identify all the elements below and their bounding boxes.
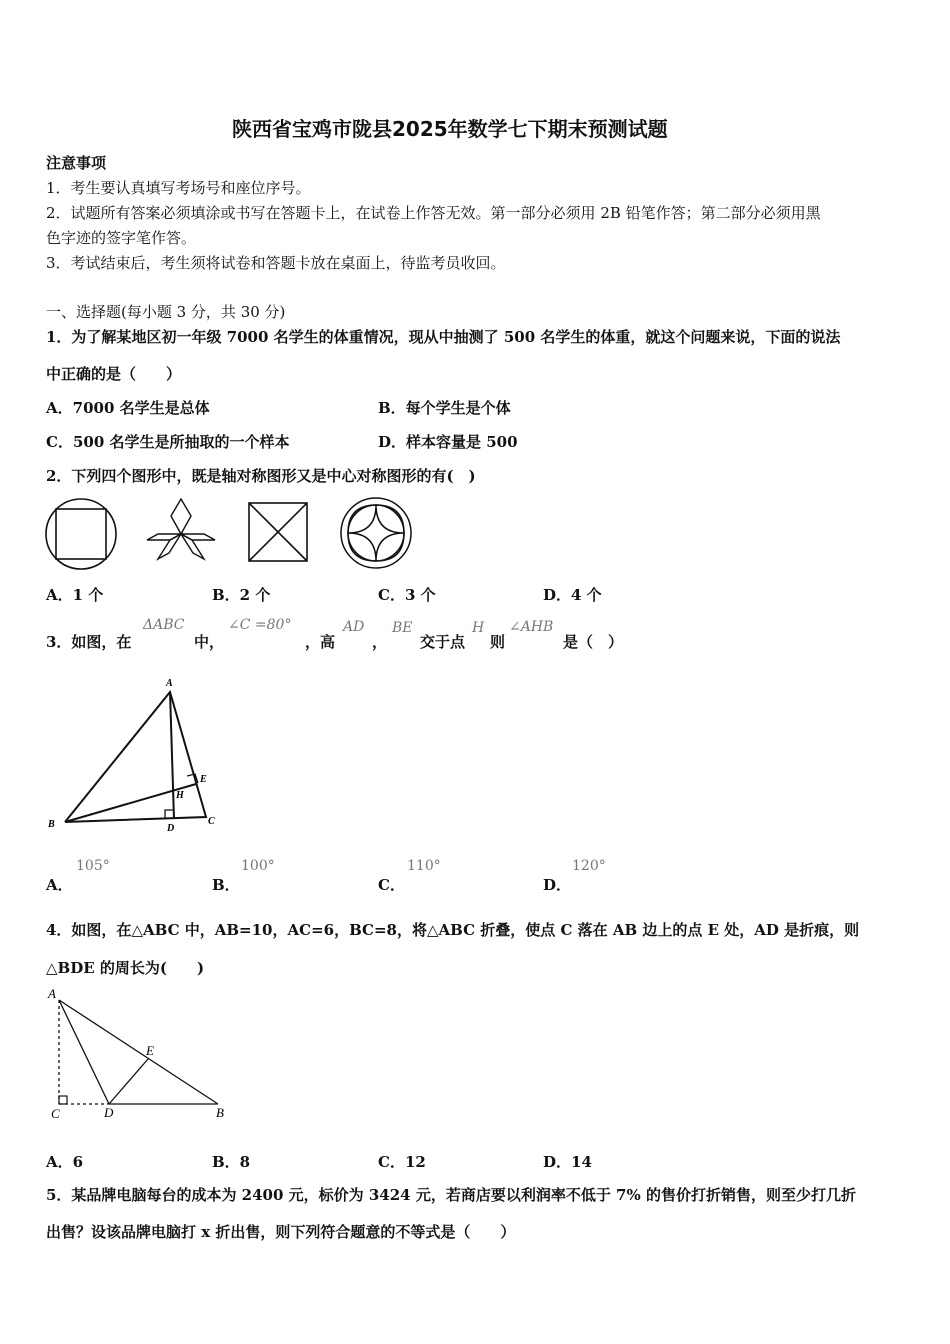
q4-triangle-figure — [44, 985, 234, 1125]
q3-value-c: 110° — [407, 858, 441, 874]
q2-option-a: A．1 个 — [46, 586, 104, 604]
q3-stem-part: ，高 — [305, 633, 336, 651]
q3-stem-part: ， — [372, 633, 388, 651]
q3-label-b: B — [48, 819, 55, 830]
q2-option-c: C．3 个 — [378, 586, 436, 604]
q3-option-c: C． — [378, 876, 405, 894]
q2-stem: 2．下列四个图形中，既是轴对称图形又是中心对称图形的有( ) — [46, 467, 476, 485]
q3-label-e: E — [200, 774, 207, 785]
q4-stem: 4．如图，在△ABC 中，AB=10，AC=6，BC=8，将△ABC 折叠，使点 C 落在 AB 边上的点 E 处，AD 是折痕，则 — [46, 921, 860, 939]
q3-option-b: B． — [212, 876, 240, 894]
q1-stem: 1．为了解某地区初一年级 7000 名学生的体重情况，现从中抽测了 500 名学生的体重，就这个问题来说，下面的说法 — [46, 328, 841, 346]
q4-label-e: E — [146, 1043, 154, 1058]
q3-stem-part: 3．如图，在 — [46, 633, 132, 651]
q3-value-a: 105° — [76, 858, 110, 874]
q1-option-c: C．500 名学生是所抽取的一个样本 — [46, 433, 290, 451]
notice-item: 3．考试结束后，考生须将试卷和答题卡放在桌面上，待监考员收回。 — [46, 254, 506, 272]
q3-option-a: A． — [46, 876, 73, 894]
q4-option-d: D．14 — [543, 1153, 592, 1171]
q3-label-a: A — [166, 678, 173, 689]
q4-label-c: C — [51, 1106, 60, 1121]
q1-option-b: B．每个学生是个体 — [378, 399, 511, 417]
q4-option-a: A．6 — [46, 1153, 84, 1171]
q3-triangle-figure — [40, 672, 230, 837]
q4-stem-cont: △BDE 的周长为( ) — [46, 959, 205, 977]
q4-option-c: C．12 — [378, 1153, 426, 1171]
page-title: 陕西省宝鸡市陇县2025年数学七下期末预测试题 — [232, 117, 668, 141]
q3-stem-part: 是（ ） — [563, 633, 624, 651]
q2-option-d: D．4 个 — [543, 586, 602, 604]
q3-value-b: 100° — [241, 858, 275, 874]
q3-option-d: D． — [543, 876, 572, 894]
q1-option-d: D．样本容量是 500 — [378, 433, 518, 451]
q3-label-h: H — [176, 790, 184, 801]
q3-label-d: D — [167, 823, 175, 834]
q3-math-angle-ahb: ∠AHB — [509, 619, 554, 635]
q4-label-b: B — [216, 1105, 224, 1120]
q3-value-d: 120° — [572, 858, 606, 874]
q3-stem-part: 交于点 — [420, 633, 466, 651]
q5-stem: 5．某品牌电脑每台的成本为 2400 元，标价为 3424 元，若商店要以利润率不低于 7% 的售价打折销售，则至少打几折 — [46, 1186, 856, 1204]
q1-stem-cont: 中正确的是（ ） — [46, 365, 182, 383]
q4-label-d: D — [104, 1105, 114, 1120]
notice-item: 色字迹的签字笔作答。 — [46, 229, 197, 247]
q3-math-angle-c: ∠C =80° — [228, 617, 292, 633]
notice-item: 2．试题所有答案必须填涂或书写在答题卡上，在试卷上作答无效。第一部分必须用 2B 铅笔作答；第二部分必须用黑 — [46, 204, 821, 222]
q3-stem-part: 则 — [490, 633, 506, 651]
q2-figure-circle-petals — [339, 496, 413, 570]
q4-label-a: A — [48, 986, 56, 1001]
q4-option-b: B．8 — [212, 1153, 251, 1171]
notice-item: 1．考生要认真填写考场号和座位序号。 — [46, 179, 311, 197]
q3-stem-part: 中， — [194, 633, 225, 651]
q2-figure-three-rhombi — [145, 497, 219, 563]
section-heading: 一、选择题(每小题 3 分，共 30 分) — [46, 303, 286, 321]
q2-figure-circle-square — [44, 497, 118, 571]
q3-math-triangle: ΔABC — [143, 617, 185, 633]
q5-stem-cont: 出售？设该品牌电脑打 x 折出售，则下列符合题意的不等式是（ ） — [46, 1223, 516, 1241]
notice-heading: 注意事项 — [46, 154, 107, 172]
q2-figure-square-diagonals — [247, 501, 309, 563]
q2-option-b: B．2 个 — [212, 586, 271, 604]
q3-math-ad: AD — [343, 619, 365, 635]
q3-math-h: H — [472, 620, 485, 636]
q3-math-be: BE — [392, 620, 413, 636]
q1-option-a: A．7000 名学生是总体 — [46, 399, 210, 417]
q3-label-c: C — [208, 816, 215, 827]
